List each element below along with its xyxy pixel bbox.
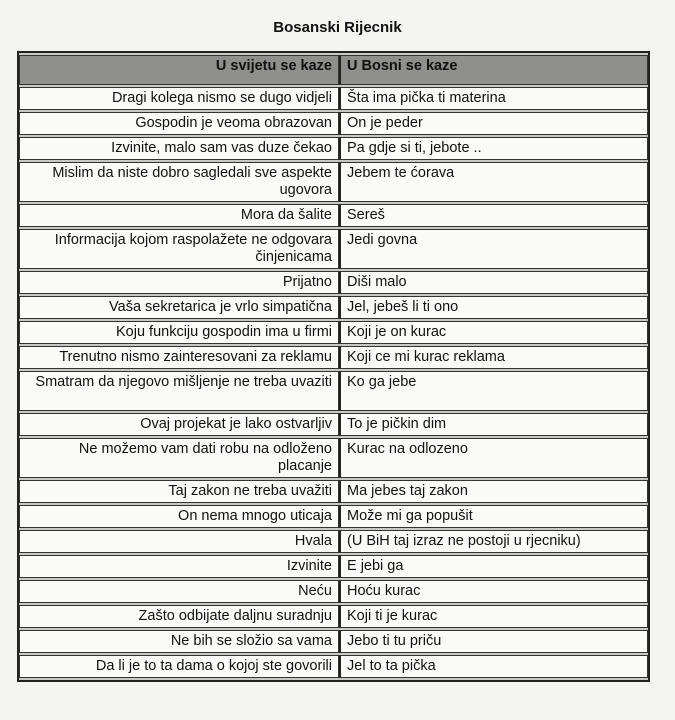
row-bosnia-phrase: E jebi ga bbox=[339, 555, 648, 578]
table-row bbox=[19, 655, 648, 678]
table-row bbox=[19, 87, 648, 110]
row-world-phrase: Taj zakon ne treba uvažiti bbox=[19, 480, 339, 503]
row-bosnia-phrase: Koji ti je kurac bbox=[339, 605, 648, 628]
row-bosnia-phrase: Jel to ta pička bbox=[339, 655, 648, 678]
row-world-phrase: Ne bih se složio sa vama bbox=[19, 630, 339, 653]
table-row bbox=[19, 204, 648, 227]
table-row bbox=[19, 605, 648, 628]
row-bosnia-phrase: Može mi ga popušit bbox=[339, 505, 648, 528]
row-bosnia-phrase: Koji je on kurac bbox=[339, 321, 648, 344]
row-bosnia-phrase: Sereš bbox=[339, 204, 648, 227]
row-bosnia-phrase: To je pičkin dim bbox=[339, 413, 648, 436]
row-bosnia-phrase: Ma jebes taj zakon bbox=[339, 480, 648, 503]
row-bosnia-phrase: Šta ima pička ti materina bbox=[339, 87, 648, 110]
row-world-phrase: Mora da šalite bbox=[19, 204, 339, 227]
dictionary-table bbox=[17, 51, 650, 682]
table-row bbox=[19, 321, 648, 344]
table-row bbox=[19, 555, 648, 578]
row-bosnia-phrase: Jebem te ćorava bbox=[339, 162, 648, 202]
row-bosnia-phrase: (U BiH taj izraz ne postoji u rjecniku) bbox=[339, 530, 648, 553]
row-world-phrase: On nema mnogo uticaja bbox=[19, 505, 339, 528]
table-row bbox=[19, 371, 648, 411]
table-row bbox=[19, 630, 648, 653]
header-bosnia: U Bosni se kaze bbox=[339, 55, 648, 85]
row-bosnia-phrase: Jedi govna bbox=[339, 229, 648, 269]
row-bosnia-phrase: Hoću kurac bbox=[339, 580, 648, 603]
row-world-phrase: Izvinite, malo sam vas duze čekao bbox=[19, 137, 339, 160]
table-row bbox=[19, 137, 648, 160]
row-bosnia-phrase: Ko ga jebe bbox=[339, 371, 648, 411]
row-world-phrase: Ne možemo vam dati robu na odloženo placanje bbox=[19, 438, 339, 478]
table-row bbox=[19, 530, 648, 553]
header-world: U svijetu se kaze bbox=[19, 55, 339, 85]
row-world-phrase: Ovaj projekat je lako ostvarljiv bbox=[19, 413, 339, 436]
table-row bbox=[19, 162, 648, 202]
row-bosnia-phrase: Jebo ti tu priču bbox=[339, 630, 648, 653]
table-row bbox=[19, 346, 648, 369]
row-world-phrase: Informacija kojom raspolažete ne odgovara činjenicama bbox=[19, 229, 339, 269]
row-world-phrase: Zašto odbijate daljnu suradnju bbox=[19, 605, 339, 628]
row-world-phrase: Izvinite bbox=[19, 555, 339, 578]
row-bosnia-phrase: Kurac na odlozeno bbox=[339, 438, 648, 478]
row-bosnia-phrase: Pa gdje si ti, jebote .. bbox=[339, 137, 648, 160]
header-row bbox=[19, 55, 648, 85]
row-bosnia-phrase: Koji ce mi kurac reklama bbox=[339, 346, 648, 369]
row-bosnia-phrase: Diši malo bbox=[339, 271, 648, 294]
row-world-phrase: Vaša sekretarica je vrlo simpatična bbox=[19, 296, 339, 319]
row-world-phrase: Trenutno nismo zainteresovani za reklamu bbox=[19, 346, 339, 369]
row-bosnia-phrase: Jel, jebeš li ti ono bbox=[339, 296, 648, 319]
table-row bbox=[19, 271, 648, 294]
table-row bbox=[19, 438, 648, 478]
table-row bbox=[19, 112, 648, 135]
row-world-phrase: Gospodin je veoma obrazovan bbox=[19, 112, 339, 135]
table-row bbox=[19, 580, 648, 603]
page-title: Bosanski Rijecnik bbox=[273, 19, 402, 36]
row-world-phrase: Hvala bbox=[19, 530, 339, 553]
table-row bbox=[19, 505, 648, 528]
row-world-phrase: Da li je to ta dama o kojoj ste govorili bbox=[19, 655, 339, 678]
row-world-phrase: Koju funkciju gospodin ima u firmi bbox=[19, 321, 339, 344]
row-world-phrase: Prijatno bbox=[19, 271, 339, 294]
table-row bbox=[19, 480, 648, 503]
row-world-phrase: Dragi kolega nismo se dugo vidjeli bbox=[19, 87, 339, 110]
table-row bbox=[19, 413, 648, 436]
table-row bbox=[19, 296, 648, 319]
row-world-phrase: Neću bbox=[19, 580, 339, 603]
row-bosnia-phrase: On je peder bbox=[339, 112, 648, 135]
table-row bbox=[19, 229, 648, 269]
row-world-phrase: Mislim da niste dobro sagledali sve aspekte ugovora bbox=[19, 162, 339, 202]
row-world-phrase: Smatram da njegovo mišljenje ne treba uvaziti bbox=[19, 371, 339, 411]
